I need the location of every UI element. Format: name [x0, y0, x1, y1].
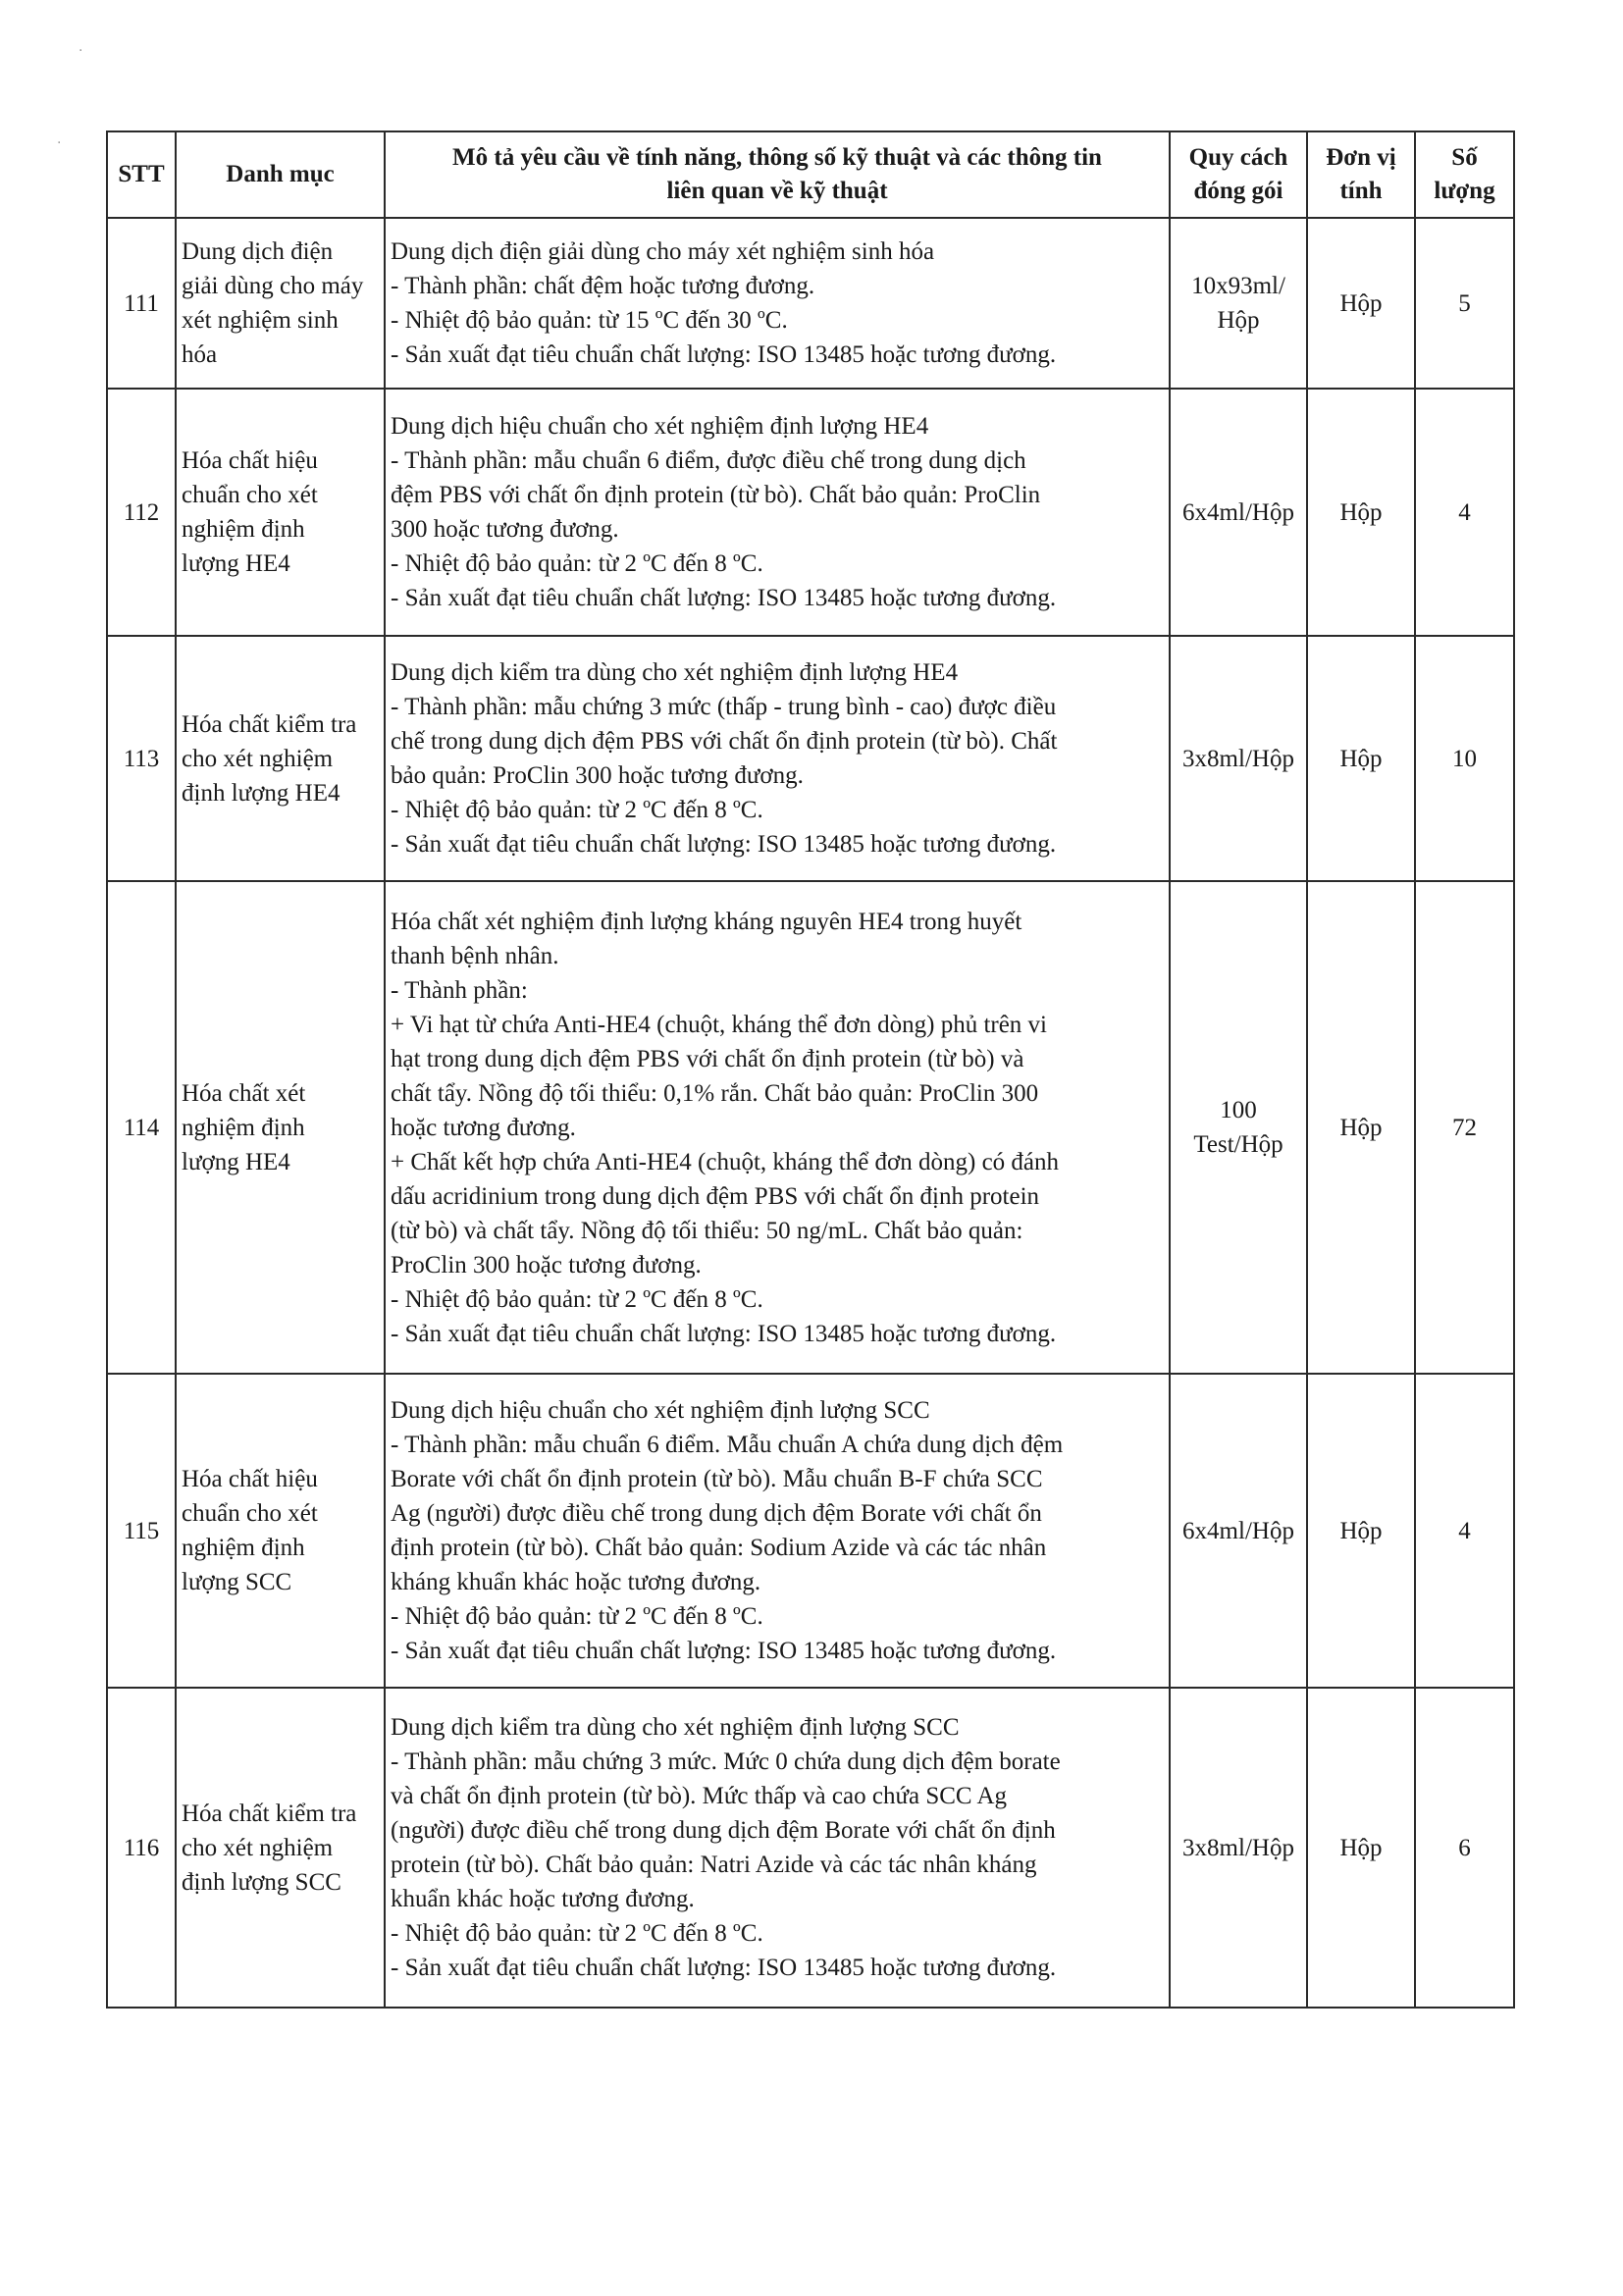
item-packaging [1170, 1688, 1307, 2008]
name-line: xét nghiệm sinh [182, 307, 339, 334]
row-number: 115 [107, 1374, 176, 1688]
desc-line: - Thành phần: chất đệm hoặc tương đương. [391, 273, 815, 299]
header-description: Mô tả yêu cầu về tính năng, thông số kỹ thuật và các thông tin liên quan về kỹ thuật [385, 131, 1170, 218]
desc-line: + Vi hạt từ chứa Anti-HE4 (chuột, kháng thể đơn dòng) phủ trên vi [391, 1011, 1048, 1038]
item-packaging [1170, 636, 1307, 881]
item-quantity: 10 [1415, 636, 1514, 881]
desc-line: - Sản xuất đạt tiêu chuẩn chất lượng: ISO 13485 hoặc tương đương. [391, 1638, 1057, 1664]
item-quantity: 4 [1415, 1374, 1514, 1688]
table-row [107, 218, 1514, 389]
item-unit: Hộp [1307, 1374, 1415, 1688]
desc-line: Borate với chất ổn định protein (từ bò). Mẫu chuẩn B-F chứa SCC [391, 1466, 1043, 1492]
name-line: Hóa chất kiểm tra [182, 1800, 357, 1827]
item-quantity: 4 [1415, 389, 1514, 636]
pack-line: 3x8ml/Hộp [1182, 1834, 1294, 1861]
item-quantity: 5 [1415, 218, 1514, 389]
desc-line: (từ bò) và chất tẩy. Nồng độ tối thiểu: 50 ng/mL. Chất bảo quản: [391, 1217, 1023, 1244]
item-unit: Hộp [1307, 389, 1415, 636]
desc-line: - Thành phần: mẫu chứng 3 mức. Mức 0 chứa dung dịch đệm borate [391, 1748, 1061, 1775]
item-name [176, 218, 385, 389]
name-line: Hóa chất hiệu [182, 447, 318, 474]
desc-line: - Sản xuất đạt tiêu chuẩn chất lượng: ISO 13485 hoặc tương đương. [391, 341, 1057, 368]
name-line: chuẩn cho xét [182, 1500, 318, 1527]
desc-line: hạt trong dung dịch đệm PBS với chất ổn định protein (từ bò) và [391, 1045, 1024, 1072]
desc-line: + Chất kết hợp chứa Anti-HE4 (chuột, kháng thể đơn dòng) có đánh [391, 1148, 1060, 1175]
pack-line: 100 [1220, 1097, 1257, 1123]
pack-line: 3x8ml/Hộp [1182, 745, 1294, 772]
table-row [107, 1688, 1514, 2008]
item-unit: Hộp [1307, 1688, 1415, 2008]
item-name [176, 1688, 385, 2008]
header-packaging: Quy cách đóng gói [1170, 131, 1307, 218]
desc-line: chế trong dung dịch đệm PBS với chất ổn định protein (từ bò). Chất [391, 728, 1058, 755]
item-description [385, 881, 1170, 1374]
desc-line: Dung dịch kiểm tra dùng cho xét nghiệm định lượng SCC [391, 1714, 960, 1741]
item-quantity: 6 [1415, 1688, 1514, 2008]
desc-line: - Sản xuất đạt tiêu chuẩn chất lượng: ISO 13485 hoặc tương đương. [391, 585, 1057, 611]
desc-line: chất tẩy. Nồng độ tối thiểu: 0,1% rắn. Chất bảo quản: ProClin 300 [391, 1079, 1039, 1107]
item-description [385, 389, 1170, 636]
specification-table [106, 130, 1515, 2009]
desc-line: 300 hoặc tương đương. [391, 516, 619, 543]
desc-line: đệm PBS với chất ổn định protein (từ bò). Chất bảo quản: ProClin [391, 482, 1041, 508]
row-number: 112 [107, 389, 176, 636]
desc-line: - Thành phần: mẫu chuẩn 6 điểm. Mẫu chuẩn A chứa dung dịch đệm [391, 1432, 1064, 1458]
item-name [176, 636, 385, 881]
name-line: giải dùng cho máy [182, 273, 364, 299]
item-description [385, 636, 1170, 881]
table-row [107, 636, 1514, 881]
name-line: chuẩn cho xét [182, 482, 318, 508]
scan-mark: · [79, 43, 83, 59]
desc-line: - Sản xuất đạt tiêu chuẩn chất lượng: ISO 13485 hoặc tương đương. [391, 1955, 1057, 1981]
desc-line: - Nhiệt độ bảo quản: từ 2 ºC đến 8 ºC. [391, 1603, 763, 1630]
desc-line: thanh bệnh nhân. [391, 942, 559, 969]
item-description [385, 218, 1170, 389]
header-unit: Đơn vị tính [1307, 131, 1415, 218]
desc-line: Hóa chất xét nghiệm định lượng kháng nguyên HE4 trong huyết [391, 908, 1022, 935]
item-name [176, 881, 385, 1374]
item-description [385, 1688, 1170, 2008]
item-packaging [1170, 389, 1307, 636]
pack-line: Test/Hộp [1193, 1131, 1283, 1158]
name-line: hóa [182, 341, 218, 368]
desc-line: ProClin 300 hoặc tương đương. [391, 1251, 702, 1278]
name-line: lượng HE4 [182, 550, 290, 577]
row-number: 116 [107, 1688, 176, 2008]
scan-mark: · [57, 135, 62, 151]
header-quantity: Số lượng [1415, 131, 1514, 218]
desc-line: Ag (người) được điều chế trong dung dịch đệm Borate với chất ổn [391, 1500, 1042, 1527]
name-line: nghiệm định [182, 1114, 305, 1141]
desc-line: - Nhiệt độ bảo quản: từ 2 ºC đến 8 ºC. [391, 550, 763, 577]
row-number: 114 [107, 881, 176, 1374]
name-line: Dung dịch điện [182, 238, 334, 265]
desc-line: - Nhiệt độ bảo quản: từ 2 ºC đến 8 ºC. [391, 1920, 763, 1947]
item-description [385, 1374, 1170, 1688]
header-row [107, 131, 1514, 218]
desc-line: dấu acridinium trong dung dịch đệm PBS với chất ổn định protein [391, 1182, 1040, 1210]
item-packaging [1170, 1374, 1307, 1688]
desc-line: khuẩn khác hoặc tương đương. [391, 1886, 695, 1912]
item-quantity: 72 [1415, 881, 1514, 1374]
item-unit: Hộp [1307, 218, 1415, 389]
desc-line: Dung dịch hiệu chuẩn cho xét nghiệm định lượng SCC [391, 1397, 930, 1424]
row-number: 111 [107, 218, 176, 389]
item-unit: Hộp [1307, 881, 1415, 1374]
pack-line: 6x4ml/Hộp [1182, 498, 1294, 526]
desc-line: Dung dịch hiệu chuẩn cho xét nghiệm định lượng HE4 [391, 413, 929, 440]
desc-line: bảo quản: ProClin 300 hoặc tương đương. [391, 762, 804, 789]
desc-line: - Nhiệt độ bảo quản: từ 15 ºC đến 30 ºC. [391, 307, 788, 334]
desc-line: kháng khuẩn khác hoặc tương đương. [391, 1569, 761, 1595]
table-row [107, 881, 1514, 1374]
desc-line: - Nhiệt độ bảo quản: từ 2 ºC đến 8 ºC. [391, 797, 763, 823]
desc-line: hoặc tương đương. [391, 1114, 576, 1141]
desc-line: Dung dịch điện giải dùng cho máy xét nghiệm sinh hóa [391, 238, 935, 265]
name-line: định lượng SCC [182, 1868, 341, 1896]
desc-line: và chất ổn định protein (từ bò). Mức thấp và cao chứa SCC Ag [391, 1783, 1008, 1809]
name-line: định lượng HE4 [182, 779, 340, 807]
desc-line: - Thành phần: mẫu chứng 3 mức (thấp - trung bình - cao) được điều [391, 694, 1057, 720]
desc-line: - Thành phần: mẫu chuẩn 6 điểm, được điều chế trong dung dịch [391, 447, 1026, 474]
item-unit: Hộp [1307, 636, 1415, 881]
name-line: Hóa chất kiểm tra [182, 710, 357, 738]
name-line: nghiệm định [182, 516, 305, 543]
name-line: lượng SCC [182, 1569, 292, 1595]
table-row [107, 389, 1514, 636]
name-line: Hóa chất hiệu [182, 1466, 318, 1492]
name-line: cho xét nghiệm [182, 1834, 334, 1861]
pack-line: 6x4ml/Hộp [1182, 1517, 1294, 1544]
desc-line: (người) được điều chế trong dung dịch đệm Borate với chất ổn định [391, 1817, 1056, 1844]
table-row [107, 1374, 1514, 1688]
desc-line: - Thành phần: [391, 976, 528, 1004]
name-line: lượng HE4 [182, 1148, 290, 1175]
desc-line: Dung dịch kiểm tra dùng cho xét nghiệm định lượng HE4 [391, 659, 959, 686]
header-stt: STT [107, 131, 176, 218]
item-name [176, 389, 385, 636]
row-number: 113 [107, 636, 176, 881]
desc-line: - Sản xuất đạt tiêu chuẩn chất lượng: ISO 13485 hoặc tương đương. [391, 831, 1057, 858]
desc-line: - Sản xuất đạt tiêu chuẩn chất lượng: ISO 13485 hoặc tương đương. [391, 1320, 1057, 1347]
desc-line: định protein (từ bò). Chất bảo quản: Sodium Azide và các tác nhân [391, 1535, 1047, 1561]
item-name [176, 1374, 385, 1688]
name-line: nghiệm định [182, 1535, 305, 1561]
item-packaging [1170, 218, 1307, 389]
name-line: cho xét nghiệm [182, 745, 334, 772]
item-packaging [1170, 881, 1307, 1374]
header-category: Danh mục [176, 131, 385, 218]
name-line: Hóa chất xét [182, 1079, 306, 1107]
pack-line: 10x93ml/ [1191, 273, 1285, 299]
desc-line: protein (từ bò). Chất bảo quản: Natri Azide và các tác nhân kháng [391, 1852, 1037, 1878]
desc-line: - Nhiệt độ bảo quản: từ 2 ºC đến 8 ºC. [391, 1285, 763, 1313]
pack-line: Hộp [1217, 307, 1260, 334]
